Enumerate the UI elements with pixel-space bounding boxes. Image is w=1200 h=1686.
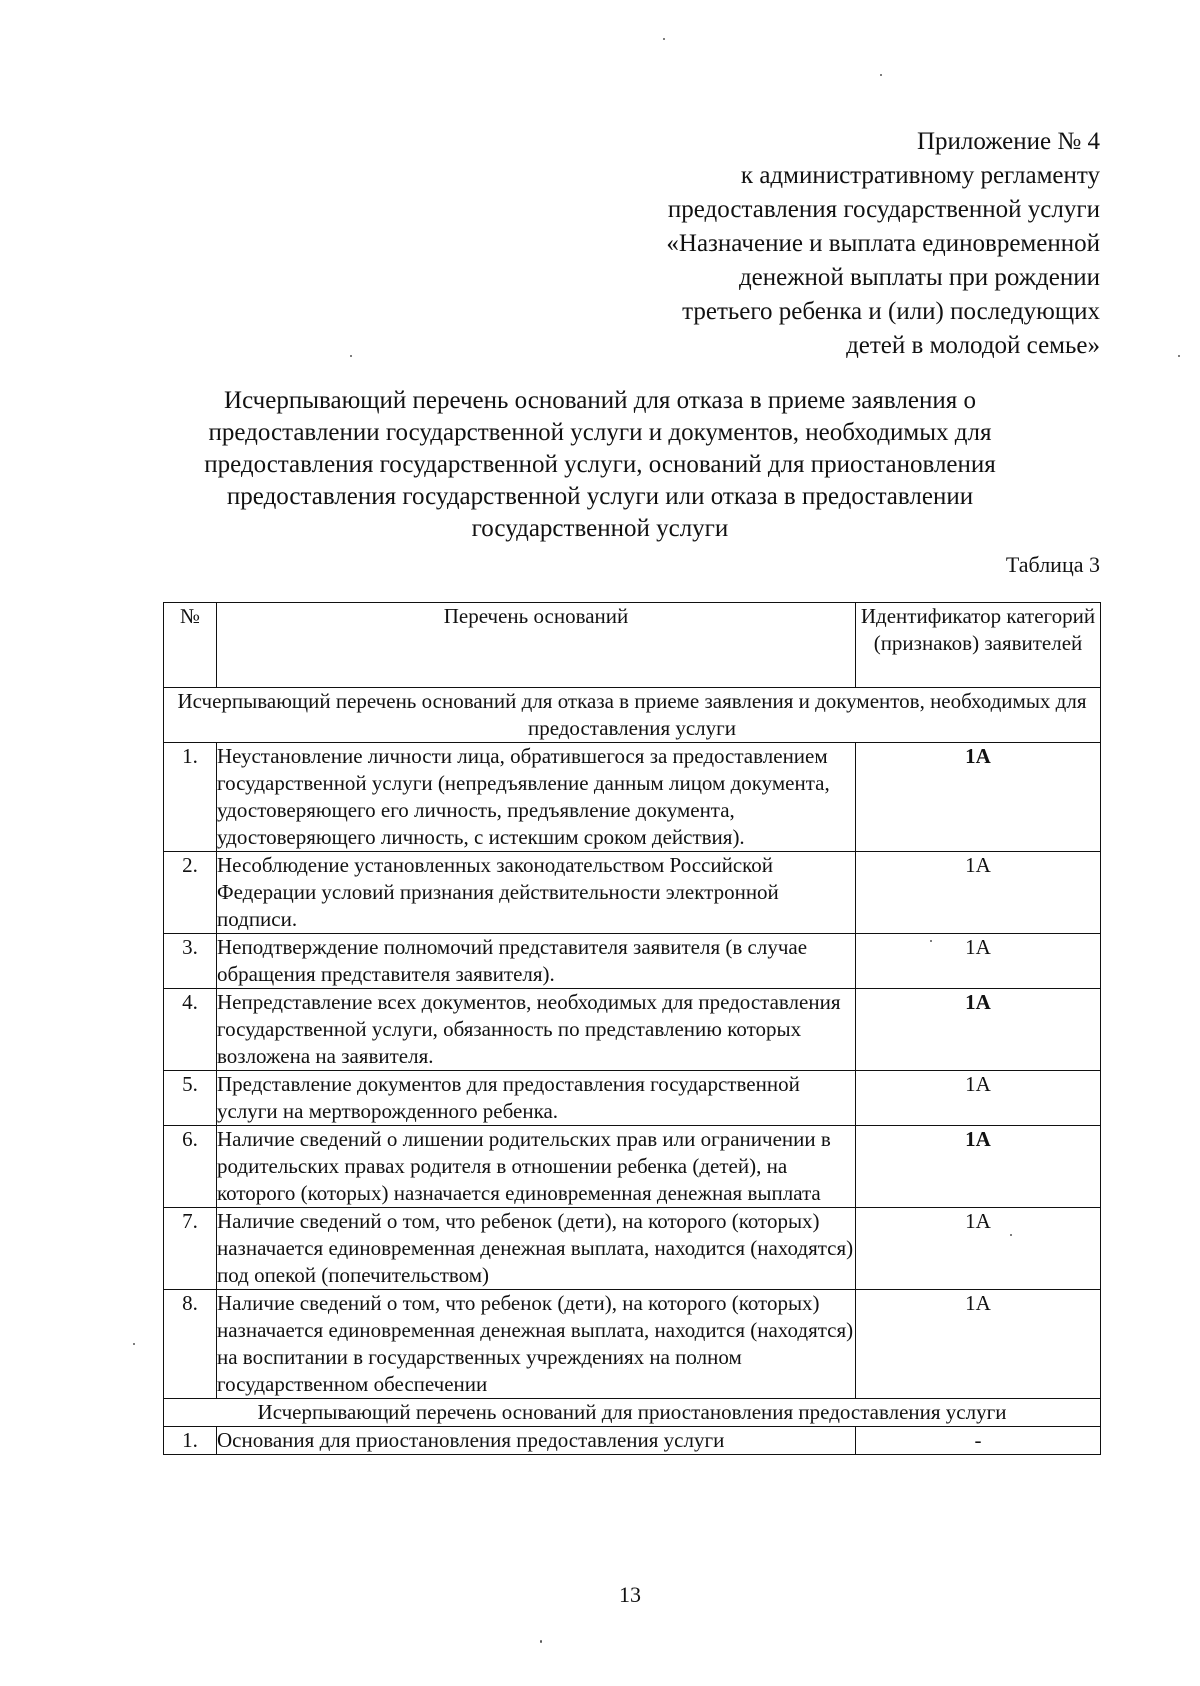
table-row xyxy=(164,852,1101,934)
row-identifier: 1А xyxy=(856,1126,1101,1208)
scan-speck xyxy=(350,355,352,357)
row-text: Непредставление всех документов, необходимых для предоставления государственной услуги, обязанность по представлению которых возложена на заявителя. xyxy=(217,989,856,1071)
row-number: 7. xyxy=(164,1208,217,1290)
row-identifier: 1А xyxy=(856,934,1101,989)
document-title xyxy=(150,385,1050,545)
row-text: Представление документов для предоставления государственной услуги на мертворожденного ребенка. xyxy=(217,1071,856,1126)
row-text: Неустановление личности лица, обратившегося за предоставлением государственной услуги (непредъявление данным лицом документа, удостоверяющего его личность, предъявление документа, удостоверяющего личность, с истекшим сроком действия). xyxy=(217,743,856,852)
scan-speck xyxy=(133,1343,135,1345)
table-row xyxy=(164,989,1101,1071)
section-row xyxy=(164,1399,1101,1427)
row-number: 4. xyxy=(164,989,217,1071)
page-number: 13 xyxy=(619,1582,641,1607)
title-line: предоставлении государственной услуги и документов, необходимых для xyxy=(208,419,992,446)
table-row xyxy=(164,743,1101,852)
row-text: Наличие сведений о том, что ребенок (дети), на которого (которых) назначается единовременная денежная выплата, находится (находятся) под опекой (попечительством) xyxy=(217,1208,856,1290)
section-title: Исчерпывающий перечень оснований для приостановления предоставления услуги xyxy=(164,1399,1101,1427)
row-identifier: 1А xyxy=(856,1208,1101,1290)
scan-speck xyxy=(880,74,882,76)
appendix-line: предоставления государственной услуги xyxy=(667,196,1100,223)
row-number: 1. xyxy=(164,743,217,852)
row-number: 3. xyxy=(164,934,217,989)
appendix-line: денежной выплаты при рождении xyxy=(738,264,1100,291)
appendix-line: к административному регламенту xyxy=(740,162,1100,189)
row-number: 8. xyxy=(164,1290,217,1399)
appendix-line: третьего ребенка и (или) последующих xyxy=(682,298,1100,325)
title-line: государственной услуги xyxy=(471,515,729,542)
appendix-line: детей в молодой семье» xyxy=(846,332,1100,359)
section-title: Исчерпывающий перечень оснований для отказа в приеме заявления и документов, необходимых для предоставления услуги xyxy=(164,688,1101,743)
row-identifier: - xyxy=(856,1427,1101,1455)
grounds-table xyxy=(163,602,1101,1455)
table-row xyxy=(164,1071,1101,1126)
table-row xyxy=(164,934,1101,989)
row-identifier: 1А xyxy=(856,852,1101,934)
row-identifier: 1А xyxy=(856,1290,1101,1399)
header-grounds: Перечень оснований xyxy=(217,603,856,688)
table-row xyxy=(164,1290,1101,1399)
row-text: Основания для приостановления предоставления услуги xyxy=(217,1427,856,1455)
row-text: Наличие сведений о лишении родительских прав или ограничении в родительских правах родителя в отношении ребенка (детей), на которого (которых) назначается единовременная денежная выплата xyxy=(217,1126,856,1208)
row-number: 2. xyxy=(164,852,217,934)
table-label: Таблица 3 xyxy=(1005,552,1100,577)
appendix-line: «Назначение и выплата единовременной xyxy=(666,230,1100,257)
header-identifier: Идентификатор категорий (признаков) заявителей xyxy=(856,603,1101,688)
scan-speck xyxy=(663,38,665,40)
title-line: предоставления государственной услуги, оснований для приостановления xyxy=(204,451,996,478)
row-identifier: 1А xyxy=(856,743,1101,852)
section-row xyxy=(164,688,1101,743)
scan-speck xyxy=(930,940,932,942)
table-row xyxy=(164,1126,1101,1208)
table-row xyxy=(164,1427,1101,1455)
row-text: Несоблюдение установленных законодательством Российской Федерации условий признания действительности электронной подписи. xyxy=(217,852,856,934)
title-line: Исчерпывающий перечень оснований для отказа в приеме заявления о xyxy=(224,387,976,414)
table-header-row xyxy=(164,603,1101,688)
scan-speck xyxy=(1010,1234,1012,1236)
title-line: предоставления государственной услуги или отказа в предоставлении xyxy=(226,483,974,510)
appendix-header xyxy=(540,125,1100,363)
scan-speck xyxy=(540,1640,542,1643)
header-number: № xyxy=(164,603,217,688)
row-number: 1. xyxy=(164,1427,217,1455)
row-identifier: 1А xyxy=(856,1071,1101,1126)
row-number: 6. xyxy=(164,1126,217,1208)
scan-speck xyxy=(1178,355,1180,357)
row-text: Неподтверждение полномочий представителя заявителя (в случае обращения представителя заявителя). xyxy=(217,934,856,989)
row-identifier: 1А xyxy=(856,989,1101,1071)
appendix-line: Приложение № 4 xyxy=(916,128,1100,155)
row-number: 5. xyxy=(164,1071,217,1126)
table-row xyxy=(164,1208,1101,1290)
row-text: Наличие сведений о том, что ребенок (дети), на которого (которых) назначается единовременная денежная выплата, находится (находятся) на воспитании в государственных учреждениях на полном государственном обеспечении xyxy=(217,1290,856,1399)
